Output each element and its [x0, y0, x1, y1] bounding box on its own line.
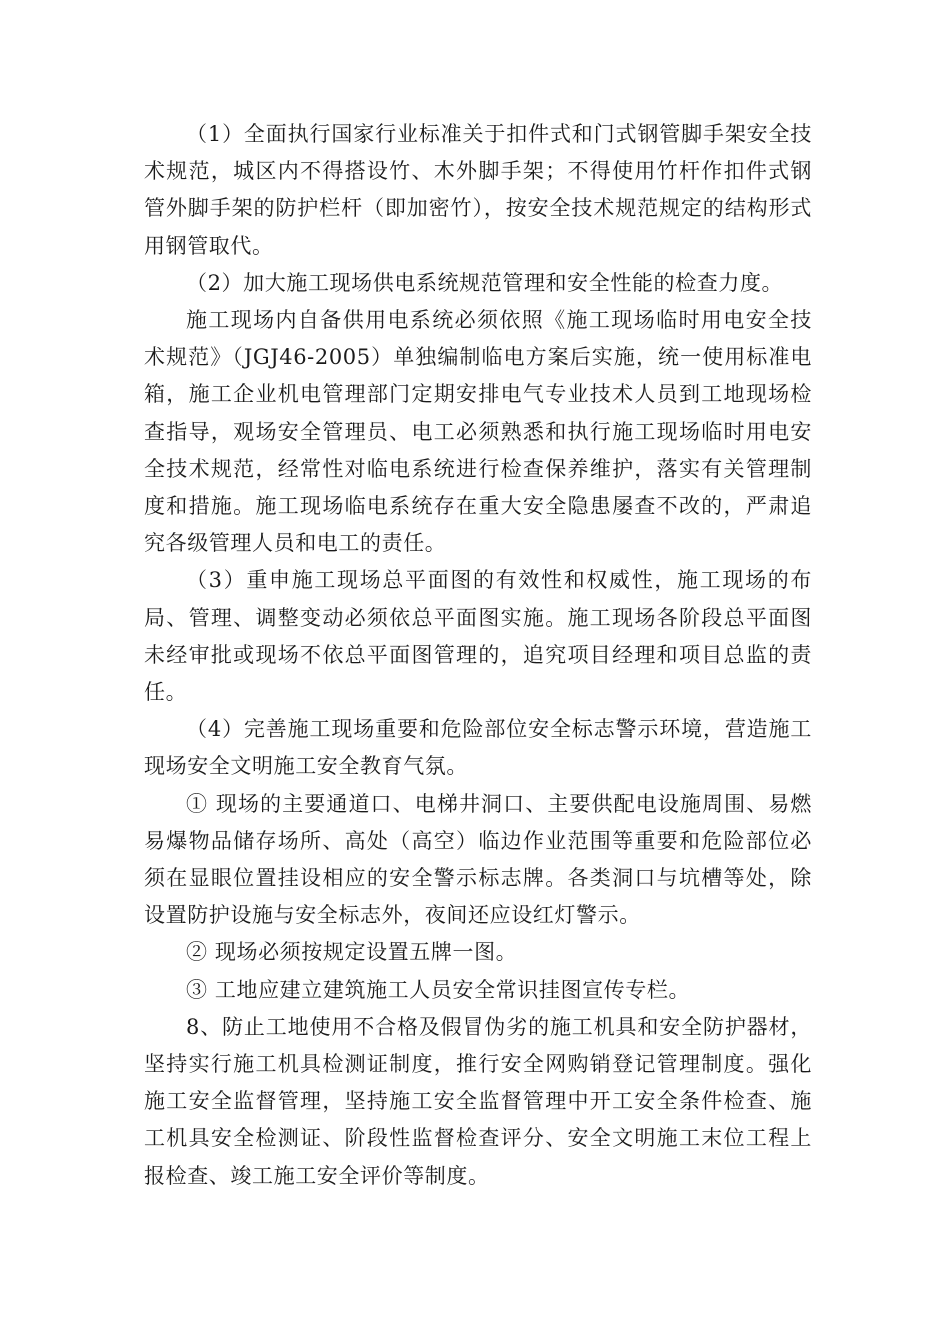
paragraph-power-supply-heading: （2）加大施工现场供电系统规范管理和安全性能的检查力度。: [186, 270, 784, 295]
paragraph-safety-signs-heading: （4）完善施工现场重要和危险部位安全标志警示环境，营造施工现场安全文明施工安全教育气氛。: [144, 717, 812, 779]
paragraph-safety-poster: ③ 工地应建立建筑施工人员安全常识挂图宣传专栏。: [186, 977, 691, 1002]
paragraph-site-plan: （3）重申施工现场总平面图的有效性和权威性，施工现场的布局、管理、调整变动必须依总平面图实施。施工现场各阶段总平面图未经审批或现场不依总平面图管理的，追究项目经理和项目总监的责任。: [144, 568, 812, 705]
paragraph-temporary-power: 施工现场内自备供用电系统必须依照《施工现场临时用电安全技术规范》（JGJ46-2005）单独编制临电方案后实施，统一使用标准电箱，施工企业机电管理部门定期安排电气专业技术人员到工地现场检查指导，观场安全管理员、电工必须熟悉和执行施工现场临时用电安全技术规范，经常性对临电系统进行检查保养维护，落实有关管理制度和措施。施工现场临电系统存在重大安全隐患屡查不改的，严肃追究各级管理人员和电工的责任。: [144, 308, 812, 556]
paragraph-equipment-inspection: 8、防止工地使用不合格及假冒伪劣的施工机具和安全防护器材，坚持实行施工机具检测证制度，推行安全网购销登记管理制度。强化施工安全监督管理，坚持施工安全监督管理中开工安全条件检查、施工机具安全检测证、阶段性监督检查评分、安全文明施工末位工程上报检查、竣工施工安全评价等制度。: [144, 1014, 812, 1188]
paragraph-scaffold-standard: （1）全面执行国家行业标准关于扣件式和门式钢管脚手架安全技术规范，城区内不得搭设竹、木外脚手架；不得使用竹杆作扣件式钢管外脚手架的防护栏杆（即加密竹），按安全技术规范规定的结构形式用钢管取代。: [144, 122, 812, 258]
document-body: [144, 116, 812, 1195]
paragraph-five-boards: ② 现场必须按规定设置五牌一图。: [186, 940, 518, 965]
paragraph-warning-signs: ① 现场的主要通道口、电梯井洞口、主要供配电设施周围、易燃易爆物品储存场所、高处（高空）临边作业范围等重要和危险部位必须在显眼位置挂设相应的安全警示标志牌。各类洞口与坑槽等处，除设置防护设施与安全标志外，夜间还应设红灯警示。: [144, 791, 812, 928]
